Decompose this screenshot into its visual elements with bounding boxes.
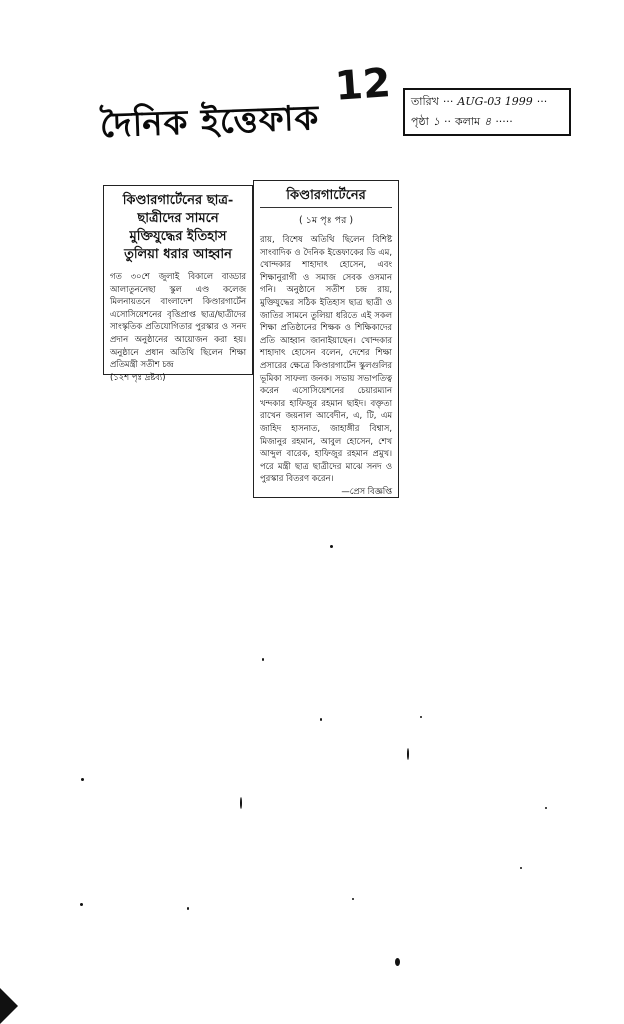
date-stamp-box bbox=[403, 88, 571, 136]
scan-speck bbox=[520, 867, 522, 869]
scan-speck bbox=[320, 718, 322, 721]
article-clipping-left bbox=[103, 185, 253, 382]
handwritten-page-number: 12 bbox=[333, 60, 393, 110]
page-label: পৃষ্ঠা bbox=[411, 115, 429, 128]
newspaper-masthead: দৈনিক ইত্তেফাক bbox=[99, 98, 320, 146]
scan-corner-mark bbox=[0, 988, 18, 1024]
article-right-subhead: ( ১ম পৃঃ পর ) bbox=[298, 215, 354, 226]
scan-speck bbox=[407, 748, 409, 760]
column-label: কলাম bbox=[454, 115, 481, 128]
date-label: তারিখ bbox=[411, 95, 439, 108]
scan-speck bbox=[420, 716, 422, 718]
scan-speck bbox=[395, 958, 400, 966]
page-value: ১ bbox=[432, 115, 440, 128]
article-right-body: রায়, বিশেষ অতিথি ছিলেন বিশিষ্ট সাংবাদিক ও দৈনিক ইত্তেফাকের ডি এম, খোন্দকার শাহাদাৎ হোসেন, এবং শিক্ষানুরাগী ও সমাজ সেবক ওসমান গনি। অনুষ্ঠানে সতীশ চন্দ্র রায়, মুক্তিযুদ্ধের সঠিক ইতিহাস ছাত্র ছাত্রী ও জাতির সামনে তুলিয়া ধরিতে এই সকল শিক্ষা প্রতিষ্ঠানের শিক্ষক ও শিক্ষিকাদের প্রতি আহ্বান জানাইয়াছেন। খোন্দকার শাহাদাৎ হোসেন বলেন, দেশের শিক্ষা প্রসারের ক্ষেত্রে কিণ্ডারগার্টেন স্কুলগুলির ভূমিকা সাফল্য জনক। সভায় সভাপতিত্ব করেন এসোসিয়েশনের চেয়ারম্যান খন্দকার হাফিজুর রহমান ছাইদ। বক্তৃতা রাখেন জয়নাল আবেদীন, এ, টি, এম জাহিদ হাসনাত, জাহাঙ্গীর বিশ্বাস, মিজানুর রহমান, আবুল হোসেন, শেখ আব্দুল বারেক, হাফিজুর রহমান প্রমুখ। পরে মন্ত্রী ছাত্র ছাত্রীদের মাঝে সনদ ও পুরস্কার বিতরণ করেন। bbox=[260, 234, 392, 484]
scan-speck bbox=[330, 545, 333, 548]
scan-speck bbox=[352, 898, 354, 900]
page-column-row: পৃষ্ঠা ১ ·· কলাম ৪ ····· bbox=[411, 112, 563, 132]
scan-speck bbox=[80, 903, 83, 906]
article-left-body: গত ৩০শে জুলাই বিকালে বাড্ডার আলাতুননেছা স্কুল এণ্ড কলেজ মিলনায়তনে বাংলাদেশ কিণ্ডারগার্টেন এসোসিয়েশনের বৃত্তিপ্রাপ্ত ছাত্র/ছাত্রীদের সাংস্কৃতিক প্রতিযোগিতার পুরস্কার ও সনদ প্রদান অনুষ্ঠানের আয়োজন করা হয়। অনুষ্ঠানে প্রধান অতিথি ছিলেন শিক্ষা প্রতিমন্ত্রী সতীশ চন্দ্র bbox=[110, 271, 246, 370]
article-right-credit: —প্রেস বিজ্ঞপ্তি bbox=[341, 485, 392, 496]
date-row: তারিখ ··· AUG-03 1999 ··· bbox=[411, 92, 563, 112]
column-value: ৪ bbox=[484, 115, 492, 128]
scan-speck bbox=[545, 807, 547, 809]
article-right-headline: কিণ্ডারগার্টেনের bbox=[260, 187, 392, 208]
article-clipping-right bbox=[253, 180, 399, 498]
scan-speck bbox=[240, 797, 242, 809]
scan-speck bbox=[187, 907, 189, 910]
scan-speck bbox=[81, 778, 84, 781]
scan-speck bbox=[262, 658, 264, 661]
date-value: AUG-03 1999 bbox=[457, 95, 533, 108]
article-left-continued: (১২শ পৃঃ দ্রষ্টব্য) bbox=[110, 371, 166, 382]
article-left-headline: কিণ্ডারগার্টেনের ছাত্র-ছাত্রীদের সামনে মুক্তিযুদ্ধের ইতিহাস তুলিয়া ধরার আহ্বান bbox=[122, 193, 234, 262]
